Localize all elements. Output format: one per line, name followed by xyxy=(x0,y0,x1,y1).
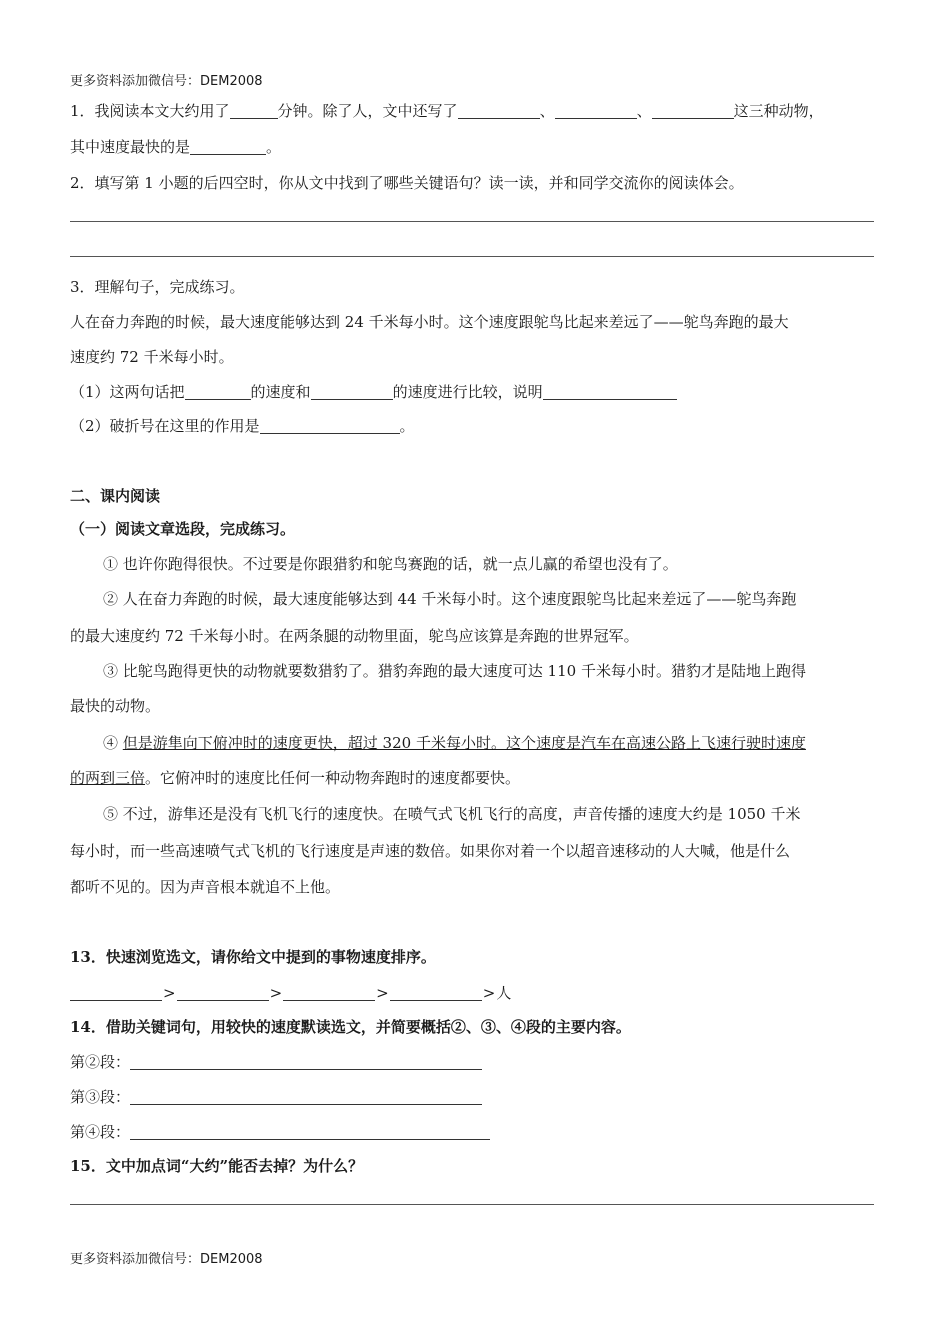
question-13-ranking: > > > >人 xyxy=(70,982,511,1003)
summary-blank-paragraph-4[interactable] xyxy=(130,1124,490,1140)
passage-paragraph-4-line-1: ④ 但是游隼向下俯冲时的速度更快，超过 320 千米每小时。这个速度是汽车在高速公路上飞速行驶时速度 xyxy=(103,734,806,752)
question-2: 2．填写第 1 小题的后四空时，你从文中找到了哪些关键语句？读一读，并和同学交流你的阅读体会。 xyxy=(70,174,744,192)
answer-blank-animal-1[interactable] xyxy=(458,103,540,119)
question-3-title: 3．理解句子，完成练习。 xyxy=(70,278,245,296)
answer-line-q2-2[interactable] xyxy=(70,256,874,257)
passage-paragraph-2-line-1: ② 人在奋力奔跑的时候，最大速度能够达到 44 千米每小时。这个速度跟鸵鸟比起来差远了——鸵鸟奔跑 xyxy=(103,590,797,608)
answer-blank-minutes[interactable] xyxy=(230,103,278,119)
answer-line-q15[interactable] xyxy=(70,1204,874,1205)
summary-blank-paragraph-2[interactable] xyxy=(130,1054,482,1070)
answer-blank-dash-function[interactable] xyxy=(260,418,400,434)
question-3-quote-line-1: 人在奋力奔跑的时候，最大速度能够达到 24 千米每小时。这个速度跟鸵鸟比起来差远了——鸵鸟奔跑的最大 xyxy=(70,313,789,331)
question-15-title: 15．文中加点词“大约”能否去掉？为什么？ xyxy=(70,1157,364,1175)
answer-line-q2-1[interactable] xyxy=(70,221,874,222)
passage-paragraph-2-line-2: 的最大速度约 72 千米每小时。在两条腿的动物里面，鸵鸟应该算是奔跑的世界冠军。 xyxy=(70,627,639,645)
underlined-sentence-end: 的两到三倍 xyxy=(70,769,146,787)
question-1-line-2: 其中速度最快的是 。 xyxy=(70,138,282,156)
rank-blank-2[interactable] xyxy=(177,985,269,1001)
header-note: 更多资料添加微信号：DEM2008 xyxy=(70,74,263,89)
rank-blank-4[interactable] xyxy=(390,985,482,1001)
passage-paragraph-3-line-1: ③ 比鸵鸟跑得更快的动物就要数猎豹了。猎豹奔跑的最大速度可达 110 千米每小时。猎豹才是陆地上跑得 xyxy=(103,662,806,680)
rank-blank-1[interactable] xyxy=(70,985,162,1001)
passage-paragraph-1: ① 也许你跑得很快。不过要是你跟猎豹和鸵鸟赛跑的话，就一点儿赢的希望也没有了。 xyxy=(103,555,678,573)
question-3-quote-line-2: 速度约 72 千米每小时。 xyxy=(70,348,234,366)
answer-blank-compare-2[interactable] xyxy=(311,384,393,400)
answer-blank-animal-3[interactable] xyxy=(652,103,734,119)
section-2-title: 二、课内阅读 xyxy=(70,487,161,505)
section-2-subtitle: （一）阅读文章选段，完成练习。 xyxy=(70,520,296,538)
passage-paragraph-5-line-2: 每小时，而一些高速喷气式飞机的飞行速度是声速的数倍。如果你对着一个以超音速移动的人大喊，他是什么 xyxy=(70,842,791,860)
question-14-paragraph-2: 第②段： xyxy=(70,1051,482,1072)
answer-blank-fastest[interactable] xyxy=(190,139,266,155)
question-1-line-1: 1．我阅读本文大约用了 分钟。除了人，文中还写了 、 、 这三种动物， xyxy=(70,102,824,120)
answer-blank-explain[interactable] xyxy=(543,384,677,400)
summary-blank-paragraph-3[interactable] xyxy=(130,1089,482,1105)
question-13-title: 13．快速浏览选文，请你给文中提到的事物速度排序。 xyxy=(70,948,436,966)
question-14-paragraph-4: 第④段： xyxy=(70,1121,490,1142)
underlined-sentence: 但是游隼向下俯冲时的速度更快，超过 320 千米每小时。这个速度是汽车在高速公路上飞速行驶时速度 xyxy=(122,734,806,752)
passage-paragraph-5-line-1: ⑤ 不过，游隼还是没有飞机飞行的速度快。在喷气式飞机飞行的高度，声音传播的速度大约是 1050 千米 xyxy=(103,805,801,823)
passage-paragraph-3-line-2: 最快的动物。 xyxy=(70,697,161,715)
passage-paragraph-5-line-3: 都听不见的。因为声音根本就追不上他。 xyxy=(70,878,341,896)
question-14-paragraph-3: 第③段： xyxy=(70,1086,482,1107)
footer-note: 更多资料添加微信号：DEM2008 xyxy=(70,1252,263,1267)
rank-blank-3[interactable] xyxy=(283,985,375,1001)
question-3-sub-2: （2）破折号在这里的作用是 。 xyxy=(70,417,415,435)
answer-blank-animal-2[interactable] xyxy=(555,103,637,119)
passage-paragraph-4-line-2: 的两到三倍。它俯冲时的速度比任何一种动物奔跑时的速度都要快。 xyxy=(70,769,521,787)
answer-blank-compare-1[interactable] xyxy=(185,384,251,400)
question-3-sub-1: （1）这两句话把 的速度和 的速度进行比较，说明 xyxy=(70,381,677,402)
question-14-title: 14．借助关键词句，用较快的速度默读选文，并简要概括②、③、④段的主要内容。 xyxy=(70,1018,631,1036)
